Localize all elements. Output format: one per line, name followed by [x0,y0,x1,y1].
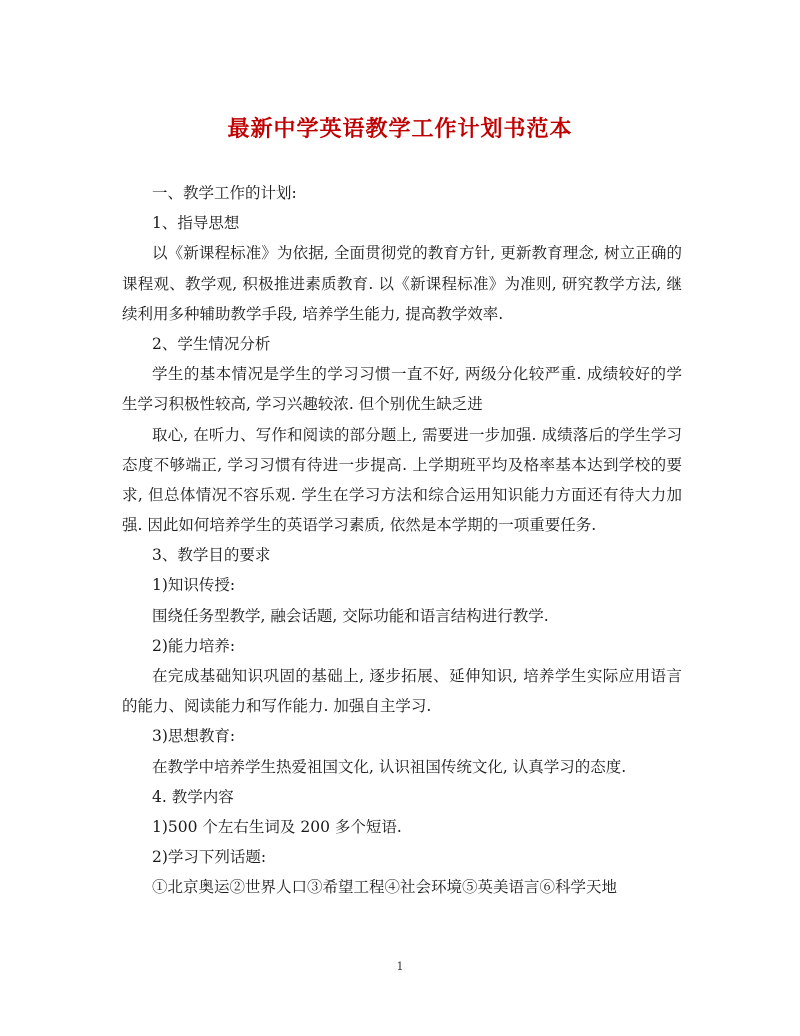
paragraph-line: 求, 但总体情况不容乐观. 学生在学习方法和综合运用知识能力方面还有待大力加 [122,485,682,504]
item-heading: 2)学习下列话题: [152,848,267,867]
subsection-heading: 2、学生情况分析 [152,334,271,353]
paragraph-line: 的能力、阅读能力和写作能力. 加强自主学习. [122,697,432,716]
item-heading: 1)知识传授: [152,576,236,595]
paragraph-line: 1)500 个左右生词及 200 多个短语. [152,817,402,836]
paragraph-line: 课程观、教学观, 积极推进素质教育. 以《新课程标准》为准则, 研究教学方法, 继 [122,274,682,293]
paragraph-line: 在教学中培养学生热爱祖国文化, 认识祖国传统文化, 认真学习的态度. [152,757,627,776]
paragraph-line: 在完成基础知识巩固的基础上, 逐步拓展、延伸知识, 培养学生实际应用语言 [152,667,682,685]
paragraph-line: 取心, 在听力、写作和阅读的部分题上, 需要进一步加强. 成绩落后的学生学习 [152,425,682,444]
paragraph-line: 生学习积极性较高, 学习兴趣较浓. 但个别优生缺乏进 [122,395,483,414]
section-heading: 一、教学工作的计划: [152,184,297,202]
paragraph-line: 围绕任务型教学, 融会话题, 交际功能和语言结构进行教学. [152,606,549,625]
paragraph-line: 态度不够端正, 学习习惯有待进一步提高. 上学期班平均及格率基本达到学校的要 [122,455,682,474]
paragraph-line: 续利用多种辅助教学手段, 培养学生能力, 提高教学效率. [122,304,504,323]
paragraph-line: 强. 因此如何培养学生的英语学习素质, 依然是本学期的一项重要任务. [122,516,597,535]
paragraph-line: 以《新课程标准》为依据, 全面贯彻党的教育方针, 更新教育理念, 树立正确的 [152,244,682,263]
item-heading: 2)能力培养: [152,636,236,655]
document-title: 最新中学英语教学工作计划书范本 [227,116,573,142]
item-heading: 3)思想教育: [152,727,236,746]
subsection-heading: 4. 教学内容 [152,787,234,806]
document-body [122,178,682,903]
paragraph-line: 学生的基本情况是学生的学习习惯一直不好, 两级分化较严重. 成绩较好的学 [152,365,682,384]
subsection-heading: 3、教学目的要求 [152,546,271,565]
subsection-heading: 1、指导思想 [152,214,240,233]
paragraph-line: ①北京奥运②世界人口③希望工程④社会环境⑤英美语言⑥科学天地 [152,878,618,897]
page-number: 1 [396,960,404,973]
